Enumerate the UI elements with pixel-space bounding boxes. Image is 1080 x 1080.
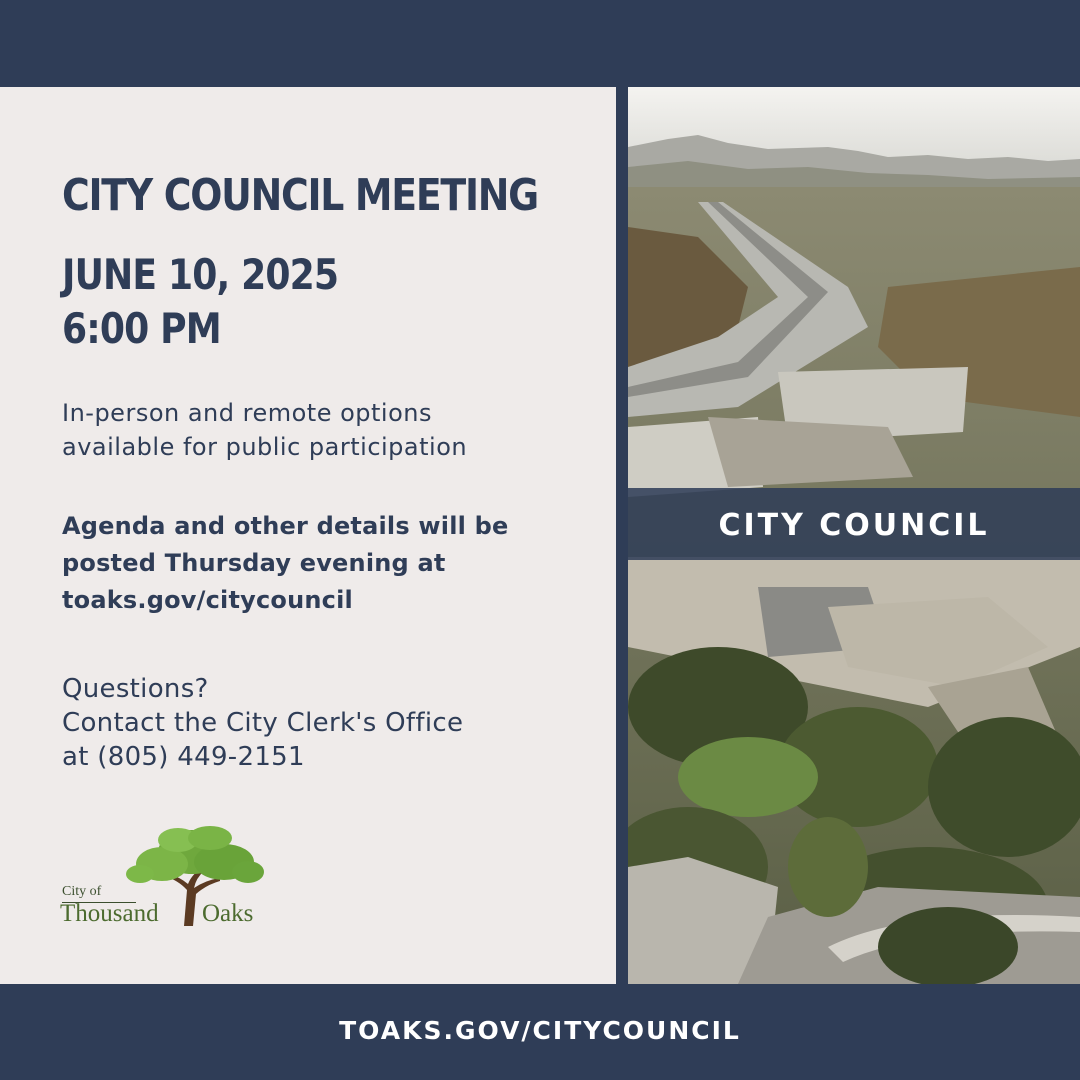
questions-line: Questions? (62, 674, 209, 704)
meeting-title: CITY COUNCIL MEETING (62, 170, 538, 221)
participation-text (62, 396, 467, 464)
city-logo (60, 826, 270, 932)
logo-thousand: Thousand (60, 900, 159, 927)
photo-badge (628, 488, 1080, 560)
agenda-line: posted Thursday evening at (62, 549, 446, 577)
agenda-line: Agenda and other details will be (62, 512, 509, 540)
meeting-date: JUNE 10, 2025 (62, 250, 339, 299)
footer-url-link[interactable]: TOAKS.GOV/CITYCOUNCIL (339, 1016, 741, 1045)
meeting-time: 6:00 PM (62, 304, 221, 353)
logo-oaks: Oaks (202, 900, 254, 927)
aerial-photo (628, 87, 1080, 984)
logo-city-of: City of (62, 884, 102, 899)
participation-line: In-person and remote options (62, 399, 432, 427)
participation-line: available for public participation (62, 433, 468, 461)
agenda-link[interactable]: toaks.gov/citycouncil (62, 586, 353, 614)
contact-line: Contact the City Clerk's Office (62, 708, 464, 738)
agenda-text (62, 508, 508, 619)
photo-badge-label: CITY COUNCIL (718, 508, 990, 543)
contact-text (62, 672, 463, 774)
phone-number[interactable]: at (805) 449-2151 (62, 742, 305, 772)
